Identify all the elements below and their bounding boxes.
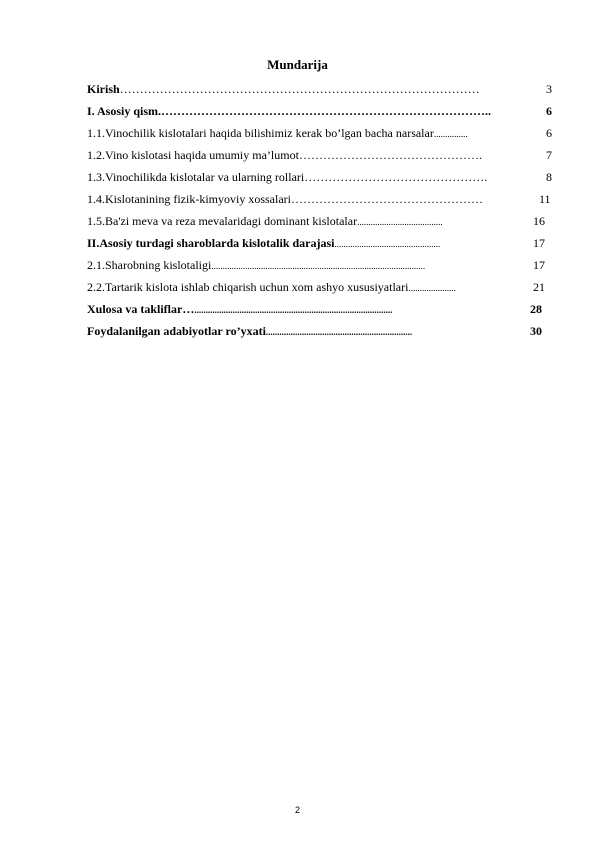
toc-entry	[87, 213, 552, 235]
toc-entry	[87, 279, 552, 301]
toc-page-number: 16	[533, 214, 545, 228]
toc-entry	[87, 257, 552, 279]
toc-entry-title: Foydalanilgan adabiyotlar ro’yxati.................................................................	[87, 324, 413, 338]
toc-entry	[87, 235, 552, 257]
toc-leader-dots: ……………………………………….	[304, 170, 488, 184]
toc-page-number: 3	[546, 82, 552, 96]
toc-entry-title: 1.3.Vinochilikda kislotalar va ularning rollari……………………………………….	[87, 170, 488, 184]
toc-leader-dots: …………………………………………	[290, 192, 483, 206]
toc-entry-title: Kirish………………………………………………………………………………	[87, 82, 480, 96]
toc-page-number: 17	[533, 258, 545, 272]
toc-page-number: 6	[546, 126, 552, 140]
toc-entry	[87, 103, 552, 125]
toc-leader-dots: ………………………………………………………………………..	[161, 104, 492, 118]
toc-leader-dots: ......................................	[357, 217, 443, 227]
toc-entry	[87, 81, 552, 103]
toc-entry	[87, 169, 552, 191]
footer-page-number: 2	[294, 805, 300, 815]
toc-entry	[87, 191, 552, 213]
toc-entry-title: 1.2.Vino kislotasi haqida umumiy ma’lumot……………………………………….	[87, 148, 482, 162]
toc-entry-title: 1.5.Ba'zi meva va reza mevalaridagi dominant kislotalar......................................	[87, 214, 443, 228]
toc-entry-title: 1.4.Kislotanining fizik-kimyoviy xossalari…………………………………………	[87, 192, 483, 206]
toc-entry-title: Xulosa va takliflar…........................................................................................	[87, 302, 393, 316]
toc-page-number: 30	[530, 324, 542, 338]
toc-page-number: 21	[533, 280, 545, 294]
toc-entry	[87, 301, 552, 323]
table-of-contents	[87, 81, 552, 345]
toc-leader-dots: ………………………………………………………………………………	[119, 82, 480, 96]
toc-leader-dots: .................................................................	[265, 327, 413, 337]
toc-leader-dots: ...............................................	[334, 239, 441, 249]
toc-entry	[87, 323, 552, 345]
toc-leader-dots: .....................	[408, 283, 456, 293]
toc-entry-title: I. Asosiy qism.………………………………………………………………………..	[87, 104, 492, 118]
toc-leader-dots: ...............................................................................................	[211, 261, 426, 271]
toc-entry-title: 2.1.Sharobning kislotaligi...............................................................................................	[87, 258, 426, 272]
toc-entry-title: II.Asosiy turdagi sharoblarda kislotalik darajasi...............................................	[87, 236, 441, 250]
toc-leader-dots: ……………………………………….	[298, 148, 482, 162]
toc-page-number: 8	[546, 170, 552, 184]
page-title: Mundarija	[267, 57, 328, 72]
toc-page-number: 6	[546, 104, 552, 118]
toc-entry-title: 2.2.Tartarik kislota ishlab chiqarish uchun xom ashyo xususiyatlari.....................	[87, 280, 456, 294]
toc-page-number: 7	[546, 148, 552, 162]
toc-entry	[87, 125, 552, 147]
toc-page-number: 28	[530, 302, 542, 316]
toc-leader-dots: ...............	[433, 129, 468, 139]
toc-entry	[87, 147, 552, 169]
toc-page-number: 11	[539, 192, 551, 206]
toc-page-number: 17	[533, 236, 545, 250]
toc-leader-dots: ........................................................................................	[194, 305, 393, 315]
toc-entry-title: 1.1.Vinochilik kislotalari haqida bilishimiz kerak bo’lgan bacha narsalar...............	[87, 126, 468, 140]
